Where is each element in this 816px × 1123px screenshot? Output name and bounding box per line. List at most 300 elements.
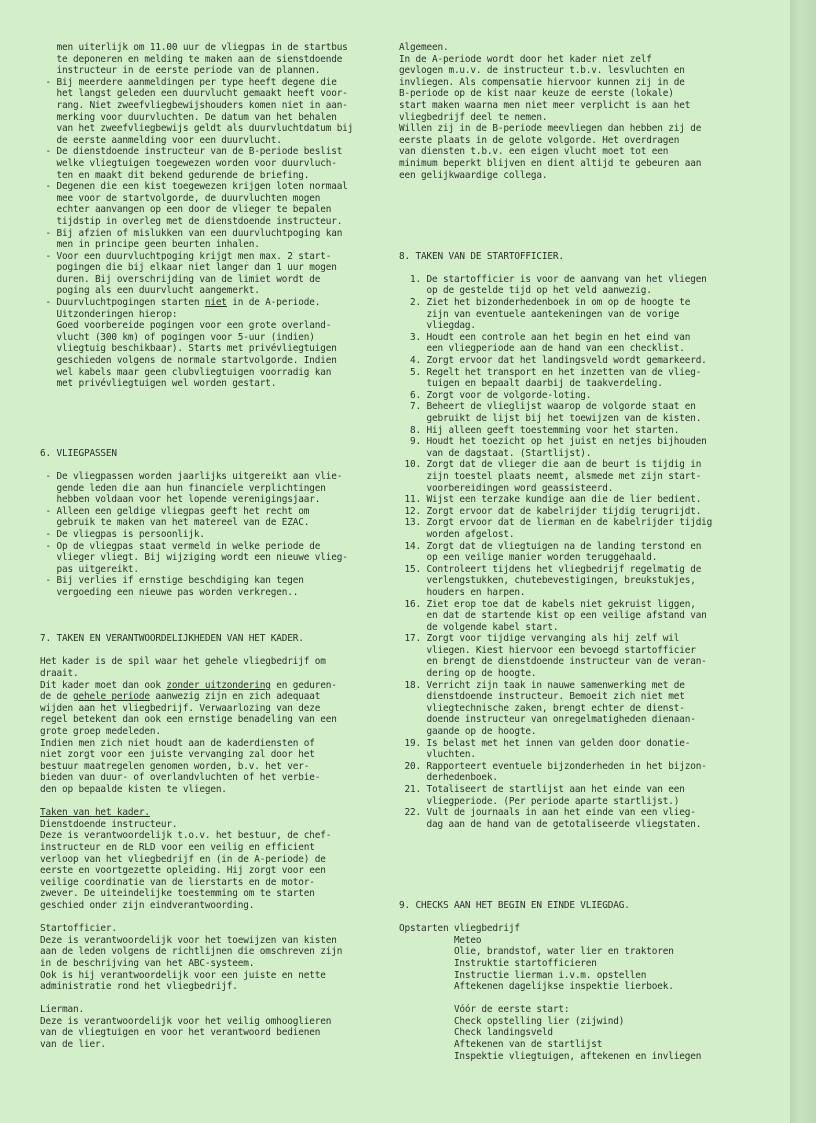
right-column-line xyxy=(399,1016,779,1028)
right-column-line xyxy=(399,181,779,193)
line-text: een gelijkwaardige collega. xyxy=(399,169,548,181)
line-text: gevlogen m.u.v. de instructeur t.b.v. lesvluchten en xyxy=(399,65,685,77)
line-text: Willen zij in de B-periode meevliegen dan hebben zij de xyxy=(399,123,702,135)
right-column-line xyxy=(399,854,779,866)
left-column-line xyxy=(40,193,385,205)
left-column-line xyxy=(40,714,385,726)
line-text: echter aanvangen op een door de vlieger te bepalen xyxy=(40,204,332,216)
right-column-line xyxy=(399,239,779,251)
line-text: welke vliegtuigen toegewezen worden voor duurvluch- xyxy=(40,157,337,169)
left-column-line xyxy=(40,830,385,842)
right-column-line xyxy=(399,599,779,611)
right-column-line xyxy=(399,471,779,483)
left-column xyxy=(40,42,385,1051)
right-column-line xyxy=(399,77,779,89)
line-text: veilige coordinatie van de lierstarts en de motor- xyxy=(40,876,315,888)
line-text: instructeur en de RLD voor een veilig en efficient xyxy=(40,841,315,853)
right-column-line xyxy=(399,564,779,576)
line-text: Indien men zich niet houdt aan de kaderdiensten of xyxy=(40,737,315,749)
right-column-line xyxy=(399,367,779,379)
line-text-rest: in de A-periode. xyxy=(226,297,321,309)
left-column-line xyxy=(40,390,385,402)
right-column-line xyxy=(399,761,779,773)
line-text: in de beschrijving van het ABC-systeem. xyxy=(40,957,255,969)
right-column-line xyxy=(399,378,779,390)
line-text: B-periode op de kist naar keuze de eerste (lokale) xyxy=(399,88,674,100)
line-text: vliegtechnische zaken, brengt echter de dienst- xyxy=(399,702,685,714)
left-column-line xyxy=(40,425,385,437)
line-text: niet zorgt voor een juiste vervanging zal door het xyxy=(40,749,315,761)
line-text: Check landingsveld xyxy=(399,1027,553,1039)
right-column-line xyxy=(399,146,779,158)
left-column-line xyxy=(40,552,385,564)
line-text: bestuur maatregelen genomen worden, b.v. het ver- xyxy=(40,760,310,772)
left-column-line xyxy=(40,703,385,715)
right-column-line xyxy=(399,158,779,170)
line-text: 8. TAKEN VAN DE STARTOFFICIER. xyxy=(399,250,564,262)
line-text: vlieger vliegt. Bij wijziging wordt een nieuwe vlieg- xyxy=(40,552,348,564)
line-text: 18. Verricht zijn taak in nauwe samenwerking met de xyxy=(399,679,685,691)
line-text: zwever. De uiteindelijke toestemming om te starten xyxy=(40,888,315,900)
line-text: en brengt de dienstdoende instructeur van de veran- xyxy=(399,656,707,668)
right-column-line xyxy=(399,123,779,135)
left-column-line xyxy=(40,413,385,425)
left-column-line xyxy=(40,459,385,471)
left-column-line xyxy=(40,309,385,321)
left-column-line xyxy=(40,378,385,390)
line-text: invliegen. Als compensatie hiervoor kunnen zij in de xyxy=(399,76,685,88)
line-text: In de A-periode wordt door het kader niet zelf xyxy=(399,53,652,65)
left-column-line xyxy=(40,471,385,483)
right-column-line xyxy=(399,1027,779,1039)
line-text: Goed voorbereide pogingen voor een grote overland- xyxy=(40,320,332,332)
right-column-line xyxy=(399,436,779,448)
right-column-line xyxy=(399,1004,779,1016)
right-column-line xyxy=(399,738,779,750)
left-column-line xyxy=(40,343,385,355)
right-column-line xyxy=(399,703,779,715)
line-text: Inspektie vliegtuigen, aftekenen en invliegen xyxy=(399,1050,702,1062)
right-column-line xyxy=(399,517,779,529)
left-column-line xyxy=(40,77,385,89)
left-column-line xyxy=(40,981,385,993)
left-column-line xyxy=(40,285,385,297)
line-text: - Voor een duurvluchtpoging krijgt men max. 2 start- xyxy=(40,250,332,262)
line-text: - De vliegpassen worden jaarlijks uitgereikt aan vlie- xyxy=(40,470,343,482)
right-column-line xyxy=(399,274,779,286)
left-column-line xyxy=(40,912,385,924)
right-column-line xyxy=(399,819,779,831)
right-column-line xyxy=(399,680,779,692)
line-text: van de vliegtuigen en voor het verantwoord bedienen xyxy=(40,1027,321,1039)
left-column-line xyxy=(40,819,385,831)
right-column-line xyxy=(399,228,779,240)
right-column-line xyxy=(399,100,779,112)
left-column-line xyxy=(40,564,385,576)
line-text: 3. Houdt een controle aan het begin en het eind van xyxy=(399,331,691,343)
line-text: gende leden die aan hun financiele verplichtingen xyxy=(40,482,326,494)
left-column-line xyxy=(40,517,385,529)
line-text: een vliegperiode aan de hand van een checklist. xyxy=(399,343,685,355)
line-text: Olie, brandstof, water lier en traktoren xyxy=(399,946,674,958)
line-text: 2. Ziet het bizonderhedenboek in om op de hoogte te xyxy=(399,297,691,309)
line-text: van de dagstaat. (Startlijst). xyxy=(399,447,592,459)
left-column-line xyxy=(40,228,385,240)
left-column-line xyxy=(40,123,385,135)
line-text: de volgende kabel start. xyxy=(399,621,559,633)
left-column-line xyxy=(40,726,385,738)
left-column-line xyxy=(40,42,385,54)
right-column-line xyxy=(399,714,779,726)
line-text: te deponeren en melding te maken aan de sienstdoende xyxy=(40,53,343,65)
line-text: op een veilige manier worden teruggehaald. xyxy=(399,552,658,564)
line-text: Dienstdoende instructeur. xyxy=(40,818,178,830)
line-text: worden afgelost. xyxy=(399,528,515,540)
right-column-line xyxy=(399,958,779,970)
line-text: en dat de startende kist op een veilige afstand van xyxy=(399,610,707,622)
line-text: het langst geleden een duurvlucht gemaakt heeft voor- xyxy=(40,88,348,100)
left-column-line xyxy=(40,935,385,947)
left-column-line xyxy=(40,239,385,251)
line-text: vliegperiode. (Per periode aparte startlijst.) xyxy=(399,795,680,807)
line-text: - De dienstdoende instructeur van de B-periode beslist xyxy=(40,146,343,158)
line-text: Instructie lierman i.v.m. opstellen xyxy=(399,969,647,981)
line-text: draait. xyxy=(40,668,79,680)
left-column-line xyxy=(40,923,385,935)
line-text: poging als een duurvlucht aangemerkt. xyxy=(40,285,260,297)
left-column-line xyxy=(40,100,385,112)
right-column-line xyxy=(399,88,779,100)
right-column-line xyxy=(399,204,779,216)
left-column-line xyxy=(40,749,385,761)
line-text: gebruik te maken van het matereel van de EZAC. xyxy=(40,517,310,529)
line-text: pogingen die bij elkaar niet langer dan 1 uur mogen xyxy=(40,262,337,274)
line-text: Aftekenen van de startlijst xyxy=(399,1039,603,1051)
left-column-line xyxy=(40,691,385,703)
left-column-line xyxy=(40,1004,385,1016)
right-column-line xyxy=(399,691,779,703)
line-text: op de gestelde tijd op het veld aanwezig. xyxy=(399,285,652,297)
left-column-line xyxy=(40,854,385,866)
line-text: 9. Houdt het toezicht op het juist en netjes bijhouden xyxy=(399,436,707,448)
line-text: vluchten. xyxy=(399,749,476,761)
line-text: Opstarten vliegbedrijf xyxy=(399,923,520,935)
line-text: doende instructeur van onregelmatigheden dienaan- xyxy=(399,714,696,726)
line-text: - Bij afzien of mislukken van een duurvluchtpoging kan xyxy=(40,227,343,239)
right-column-line xyxy=(399,772,779,784)
line-text: Deze is verantwoordelijk voor het toewijzen van kisten xyxy=(40,934,337,946)
line-text: Deze is verantwoordelijk voor het veilig omhooglieren xyxy=(40,1015,332,1027)
line-text: grote groep medeleden. xyxy=(40,726,161,738)
line-text: geschied onder zijn eindverantwoording. xyxy=(40,899,255,911)
left-column-line xyxy=(40,946,385,958)
line-text: Instruktie startofficieren xyxy=(399,957,597,969)
line-text: start maken waarna men niet meer verplicht is aan het xyxy=(399,99,691,111)
right-column-line xyxy=(399,842,779,854)
left-column-line xyxy=(40,483,385,495)
right-column-line xyxy=(399,575,779,587)
right-column-line xyxy=(399,332,779,344)
line-text: bieden van duur- of overlandvluchten of het verbie- xyxy=(40,772,321,784)
left-column-line xyxy=(40,274,385,286)
underlined-text: zonder uitzondering xyxy=(166,679,271,691)
right-column-line xyxy=(399,726,779,738)
line-text: - Duurvluchtpogingen starten xyxy=(40,297,205,309)
right-column-line xyxy=(399,656,779,668)
left-column-line xyxy=(40,112,385,124)
line-text: - Bij meerdere aanmeldingen per type heeft degene die xyxy=(40,76,337,88)
left-column-line xyxy=(40,367,385,379)
right-column-line xyxy=(399,285,779,297)
left-column-line xyxy=(40,494,385,506)
right-column-line xyxy=(399,216,779,228)
left-column-line xyxy=(40,1016,385,1028)
line-text: 6. VLIEGPASSEN xyxy=(40,447,117,459)
line-text: den op bepaalde kisten te vliegen. xyxy=(40,784,227,795)
line-text: vliegbedrijf deel te nemen. xyxy=(399,111,548,123)
left-column-line xyxy=(40,216,385,228)
line-text: de de xyxy=(40,691,73,703)
line-text: Vóór de eerste start: xyxy=(399,1004,570,1016)
line-text: Ook is hij verantwoordelijk voor een juiste en nette xyxy=(40,969,326,981)
line-text: geschieden volgens de normale startvolgorde. Indien xyxy=(40,355,337,367)
right-column-line xyxy=(399,413,779,425)
line-text: zijn toestel plaats neemt, alsmede met zijn start- xyxy=(399,470,702,482)
line-text: wel kabels maar geen clubvliegtuigen voorradig kan xyxy=(40,366,332,378)
right-column-line xyxy=(399,796,779,808)
right-column-line xyxy=(399,390,779,402)
left-column-line xyxy=(40,181,385,193)
left-column-line xyxy=(40,1039,385,1051)
line-text: ten en maakt dit bekend gedurende de briefing. xyxy=(40,169,310,181)
line-text: vergoeding een nieuwe pas worden verkregen.. xyxy=(40,586,299,598)
right-column-line xyxy=(399,112,779,124)
line-text: 16. Ziet erop toe dat de kabels niet gekruist liggen, xyxy=(399,598,696,610)
line-text: wijden aan het vliegbedrijf. Verwaarlozing van deze xyxy=(40,702,321,714)
line-text: Algemeen. xyxy=(399,42,449,53)
right-column-line xyxy=(399,749,779,761)
right-column-line xyxy=(399,888,779,900)
line-text: dag aan de hand van de getotaliseerde vliegstaten. xyxy=(399,818,702,830)
line-text: derhedenboek. xyxy=(399,772,498,784)
left-column-line xyxy=(40,888,385,900)
line-text: eerste plaats in de gelote volgorde. Het overdragen xyxy=(399,134,680,146)
right-column-line xyxy=(399,877,779,889)
line-text: - Degenen die een kist toegewezen krijgen loten normaal xyxy=(40,181,348,193)
line-text: 4. Zorgt ervoor dat het landingsveld wordt gemarkeerd. xyxy=(399,355,707,367)
left-column-line xyxy=(40,958,385,970)
left-column-line xyxy=(40,401,385,413)
left-column-line xyxy=(40,170,385,182)
line-text: 17. Zorgt voor tijdige vervanging als hij zelf wil xyxy=(399,633,680,645)
line-text: merking voor duurvluchten. De datum van het behalen xyxy=(40,111,337,123)
right-column-line xyxy=(399,935,779,947)
right-column-line xyxy=(399,610,779,622)
right-column-line xyxy=(399,622,779,634)
line-text: vliegdag. xyxy=(399,320,476,332)
left-column-line xyxy=(40,668,385,680)
right-column-line xyxy=(399,900,779,912)
line-text: zijn van eventuele aantekeningen van de vorige xyxy=(399,308,680,320)
line-text: 21. Totaliseert de startlijst aan het einde van een xyxy=(399,784,685,795)
line-text: - Op de vliegpas staat vermeld in welke periode de xyxy=(40,540,321,552)
line-text: - Alleen een geldige vliegpas geeft het recht om xyxy=(40,505,310,517)
line-text: 15. Controleert tijdens het vliegbedrijf regelmatig de xyxy=(399,563,702,575)
left-column-line xyxy=(40,784,385,796)
left-column-line xyxy=(40,738,385,750)
right-column-line xyxy=(399,135,779,147)
left-column-line xyxy=(40,135,385,147)
line-text: men uiterlijk om 11.00 uur de vliegpas in de startbus xyxy=(40,42,348,53)
line-text: Het kader is de spil waar het gehele vliegbedrijf om xyxy=(40,656,326,668)
right-column-line xyxy=(399,830,779,842)
right-column-line xyxy=(399,912,779,924)
right-column-line xyxy=(399,970,779,982)
underlined-text: Taken van het kader. xyxy=(40,807,150,819)
line-text: 11. Wijst een terzake kundige aan die de lier bedient. xyxy=(399,494,702,506)
underlined-text: niet xyxy=(204,297,227,309)
line-text: Lierman. xyxy=(40,1004,84,1016)
right-column-line xyxy=(399,251,779,263)
right-column-line xyxy=(399,668,779,680)
right-column-line xyxy=(399,262,779,274)
line-text: 6. Zorgt voor de volgorde-loting. xyxy=(399,389,592,401)
line-text: 13. Zorgt ervoor dat de lierman en de kabelrijder tijdig xyxy=(399,517,713,529)
left-column-line xyxy=(40,656,385,668)
line-text: 10. Zorgt dat de vlieger die aan de beurt is tijdig in xyxy=(399,459,702,471)
left-column-line xyxy=(40,297,385,309)
line-text: dienstdoende instructeur. Bemoeit zich niet met xyxy=(399,691,685,703)
right-column-line xyxy=(399,193,779,205)
left-column-line xyxy=(40,251,385,263)
left-column-line xyxy=(40,900,385,912)
left-column-line xyxy=(40,599,385,611)
line-text: regel betekent dan ook een ernstige benadeling van een xyxy=(40,714,337,726)
left-column-line xyxy=(40,355,385,367)
right-column-line xyxy=(399,297,779,309)
right-column-line xyxy=(399,343,779,355)
right-column-line xyxy=(399,1039,779,1051)
line-text: van diensten t.b.v. een eigen vlucht moet tot een xyxy=(399,146,669,158)
next-page-edge xyxy=(790,0,816,1123)
line-text: 20. Rapporteert eventuele bijzonderheden in het bijzon- xyxy=(399,760,707,772)
left-column-line xyxy=(40,680,385,692)
line-text: vlucht (300 km) of pogingen voor 5-uur (indien) xyxy=(40,331,315,343)
line-text: 14. Zorgt dat de vliegtuigen na de landing terstond en xyxy=(399,540,702,552)
right-column-line xyxy=(399,981,779,993)
line-text: Uitzonderingen hierop: xyxy=(40,308,178,320)
left-column-line xyxy=(40,772,385,784)
line-text: men in principe geen beurten inhalen. xyxy=(40,239,260,251)
right-column-line xyxy=(399,65,779,77)
left-column-line xyxy=(40,88,385,100)
line-text: 12. Zorgt ervoor dat de kabelrijder tijdig terugrijdt. xyxy=(399,505,702,517)
left-column-line xyxy=(40,448,385,460)
left-column-line xyxy=(40,633,385,645)
line-text: Deze is verantwoordelijk t.o.v. het bestuur, de chef- xyxy=(40,830,332,842)
line-text: - Bij verlies if ernstige beschdiging kan tegen xyxy=(40,575,304,587)
line-text: Meteo xyxy=(399,934,482,946)
right-column-line xyxy=(399,541,779,553)
line-text: 22. Vult de journaals in aan het einde van een vlieg- xyxy=(399,807,696,819)
right-column-line xyxy=(399,459,779,471)
line-text: - De vliegpas is persoonlijk. xyxy=(40,528,205,540)
line-text: mee voor de startvolgorde, de duurvluchten mogen xyxy=(40,192,321,204)
left-column-line xyxy=(40,54,385,66)
left-column-line xyxy=(40,320,385,332)
left-column-line xyxy=(40,332,385,344)
right-column-line xyxy=(399,645,779,657)
line-text: tuigen en bepaalt daarbij de taakverdeling. xyxy=(399,378,663,390)
line-text: 7. Beheert de vlieglijst waarop de volgorde staat en xyxy=(399,401,696,413)
right-column-line xyxy=(399,425,779,437)
left-column-line xyxy=(40,865,385,877)
line-text: pas uitgereikt. xyxy=(40,563,139,575)
left-column-line xyxy=(40,1027,385,1039)
line-text: aan de leden volgens de richtlijnen die omschreven zijn xyxy=(40,946,343,958)
line-text: 1. De startofficier is voor de aanvang van het vliegen xyxy=(399,273,707,285)
left-column-line xyxy=(40,877,385,889)
right-column-line xyxy=(399,946,779,958)
line-text: duren. Bij overschrijding van de limiet wordt de xyxy=(40,273,321,285)
right-column-line xyxy=(399,923,779,935)
left-column-line xyxy=(40,796,385,808)
left-column-line xyxy=(40,970,385,982)
right-column-line xyxy=(399,587,779,599)
line-text: 5. Regelt het transport en het inzetten van de vlieg- xyxy=(399,366,702,378)
left-column-line xyxy=(40,262,385,274)
line-text: gaande op de hoogte. xyxy=(399,726,537,738)
line-text: verloop van het vliegbedrijf en (in de A-periode) de xyxy=(40,853,326,865)
left-column-line xyxy=(40,610,385,622)
right-column-line xyxy=(399,552,779,564)
left-column-line xyxy=(40,529,385,541)
line-text: van de lier. xyxy=(40,1039,106,1051)
left-column-line xyxy=(40,587,385,599)
line-text: eerste en voortgezette opleiding. Hij zorgt voor een xyxy=(40,865,326,877)
line-text: instructeur in de eerste periode van de plannen. xyxy=(40,65,321,77)
line-text: 19. Is belast met het innen van gelden door donatie- xyxy=(399,737,691,749)
right-column-line xyxy=(399,633,779,645)
right-column-line xyxy=(399,320,779,332)
right-column-line xyxy=(399,993,779,1005)
right-column-line xyxy=(399,448,779,460)
line-text: Aftekenen dagelijkse inspektie lierboek. xyxy=(399,981,674,993)
line-text: Dit kader moet dan ook xyxy=(40,679,167,691)
line-text: vliegen. Kiest hiervoor een bevoegd startofficier xyxy=(399,644,696,656)
left-column-line xyxy=(40,993,385,1005)
right-column xyxy=(399,42,779,1062)
right-column-line xyxy=(399,529,779,541)
line-text: vliegtuig beschikbaar). Starts met privévliegtuigen xyxy=(40,343,337,355)
right-column-line xyxy=(399,401,779,413)
left-column-line xyxy=(40,575,385,587)
right-column-line xyxy=(399,1051,779,1063)
line-text: hebben voldaan voor het lopende verenigingsjaar. xyxy=(40,494,321,506)
line-text-rest: en geduren- xyxy=(270,679,337,691)
right-column-line xyxy=(399,170,779,182)
line-text: gebruikt de lijst bij het toewijzen van de kisten. xyxy=(399,413,702,424)
right-column-line xyxy=(399,483,779,495)
line-text: administratie rond het vliegbedrijf. xyxy=(40,981,238,993)
line-text: Check opstelling lier (zijwind) xyxy=(399,1015,625,1027)
left-column-line xyxy=(40,807,385,819)
line-text: dering op de hoogte. xyxy=(399,668,537,680)
line-text: 7. TAKEN EN VERANTWOORDELIJKHEDEN VAN HET KADER. xyxy=(40,633,304,645)
right-column-line xyxy=(399,784,779,796)
right-column-line xyxy=(399,494,779,506)
right-column-line xyxy=(399,355,779,367)
